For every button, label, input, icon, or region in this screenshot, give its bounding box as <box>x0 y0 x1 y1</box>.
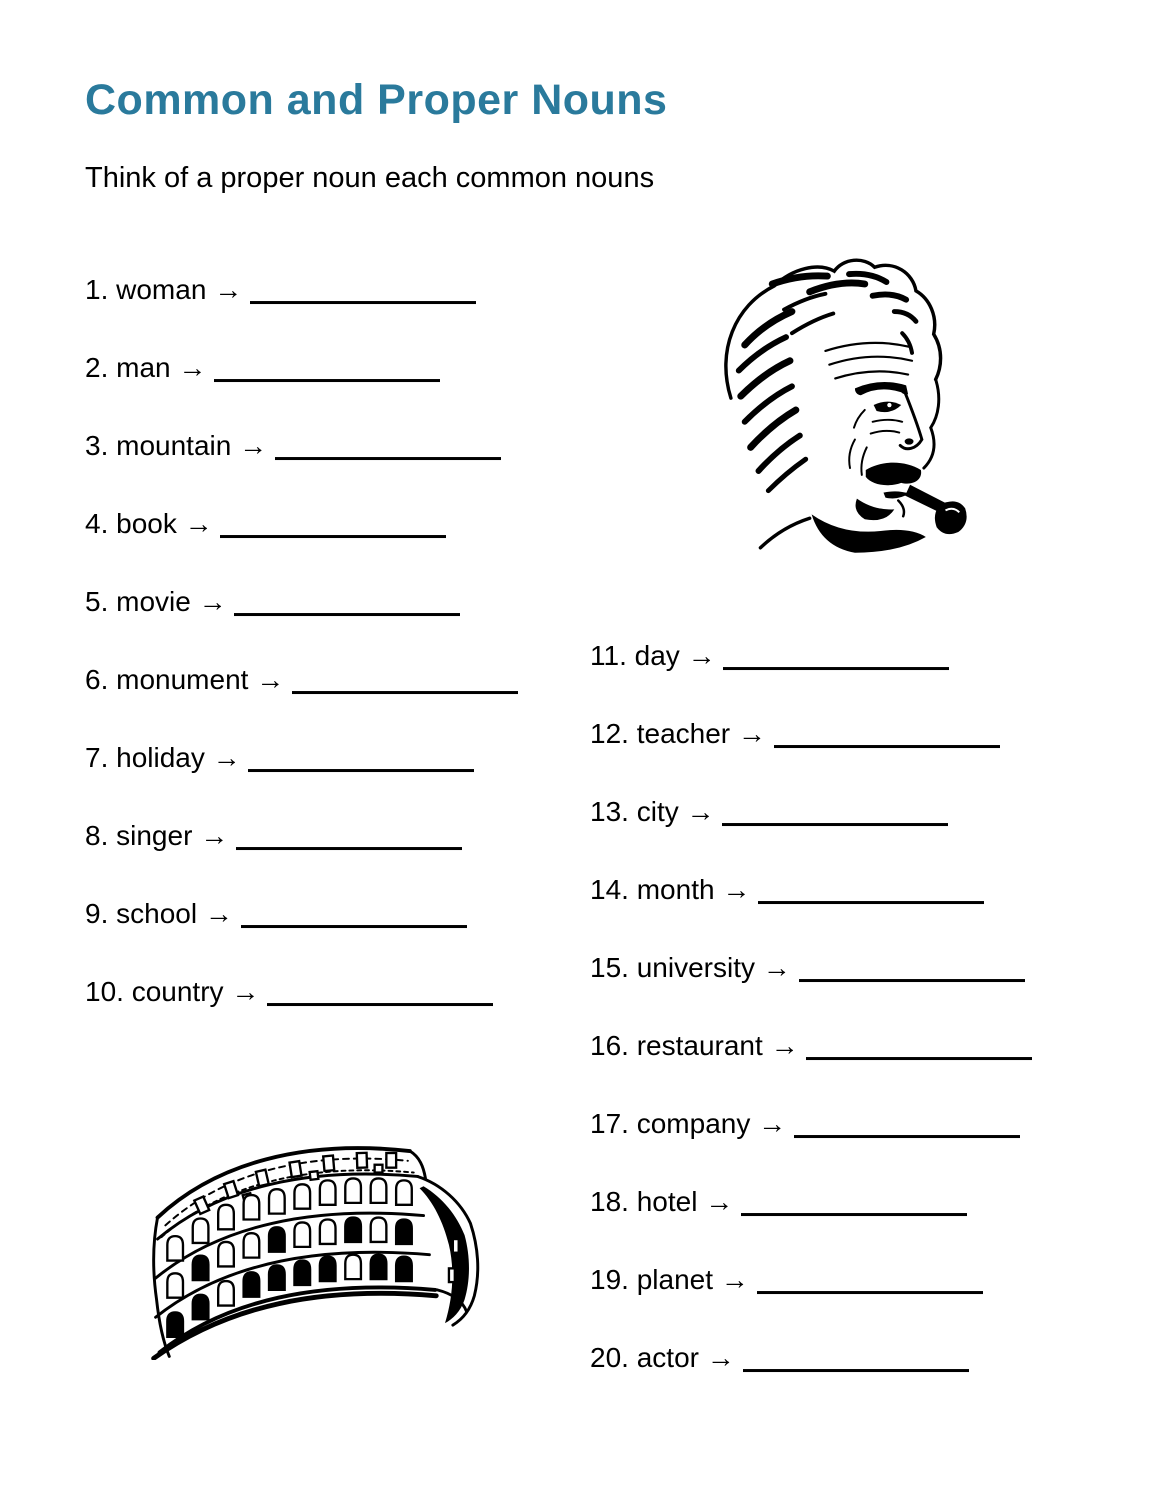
arrow-glyph: → <box>706 1342 735 1373</box>
einstein-features <box>812 382 926 553</box>
item-number: 9. <box>85 898 109 929</box>
answer-blank-20[interactable] <box>743 1341 969 1372</box>
arrow-glyph: → <box>200 820 229 851</box>
item-common-noun: man <box>116 352 171 383</box>
item-number: 14. <box>590 874 629 905</box>
answer-blank-15[interactable] <box>799 951 1025 982</box>
item-common-noun: school <box>116 898 198 929</box>
answer-blank-8[interactable] <box>236 819 462 850</box>
answer-blank-6[interactable] <box>292 663 518 694</box>
item-common-noun: mountain <box>116 430 232 461</box>
item-number: 13. <box>590 796 629 827</box>
item-number: 7. <box>85 742 109 773</box>
item-common-noun: restaurant <box>636 1030 763 1061</box>
noun-item-13 <box>590 773 1032 851</box>
item-common-noun: city <box>636 796 679 827</box>
arrow-glyph: → <box>178 352 207 383</box>
noun-item-2 <box>85 329 518 407</box>
answer-blank-1[interactable] <box>250 273 476 304</box>
item-number: 4. <box>85 508 109 539</box>
item-number: 8. <box>85 820 109 851</box>
item-number: 15. <box>590 952 629 983</box>
noun-item-19 <box>590 1241 1032 1319</box>
answer-blank-17[interactable] <box>794 1107 1020 1138</box>
answer-blank-7[interactable] <box>248 741 474 772</box>
item-common-noun: company <box>636 1108 751 1139</box>
item-common-noun: book <box>116 508 177 539</box>
colosseum-illustration <box>138 1122 490 1360</box>
noun-item-4 <box>85 485 518 563</box>
noun-item-15 <box>590 929 1032 1007</box>
item-number: 20. <box>590 1342 629 1373</box>
item-number: 12. <box>590 718 629 749</box>
arrow-glyph: → <box>762 952 791 983</box>
noun-list-left <box>85 251 518 1031</box>
answer-blank-10[interactable] <box>267 975 493 1006</box>
item-number: 2. <box>85 352 109 383</box>
item-number: 6. <box>85 664 109 695</box>
noun-item-1 <box>85 251 518 329</box>
arrow-glyph: → <box>722 874 751 905</box>
noun-item-7 <box>85 719 518 797</box>
arrow-glyph: → <box>758 1108 787 1139</box>
answer-blank-2[interactable] <box>214 351 440 382</box>
noun-item-16 <box>590 1007 1032 1085</box>
item-common-noun: country <box>131 976 224 1007</box>
answer-blank-3[interactable] <box>275 429 501 460</box>
arrow-glyph: → <box>770 1030 799 1061</box>
item-number: 10. <box>85 976 124 1007</box>
item-common-noun: movie <box>116 586 191 617</box>
noun-item-8 <box>85 797 518 875</box>
item-number: 11. <box>590 640 627 671</box>
arrow-glyph: → <box>198 586 227 617</box>
item-common-noun: hotel <box>636 1186 698 1217</box>
answer-blank-13[interactable] <box>722 795 948 826</box>
noun-item-20 <box>590 1319 1032 1397</box>
einstein-mustache <box>866 463 921 486</box>
answer-blank-14[interactable] <box>758 873 984 904</box>
instructions-text: Think of a proper noun each common nouns <box>85 162 655 194</box>
answer-blank-19[interactable] <box>757 1263 983 1294</box>
item-common-noun: day <box>634 640 680 671</box>
noun-item-6 <box>85 641 518 719</box>
arrow-glyph: → <box>720 1264 749 1295</box>
item-common-noun: actor <box>636 1342 699 1373</box>
item-number: 5. <box>85 586 109 617</box>
answer-blank-12[interactable] <box>774 717 1000 748</box>
noun-item-9 <box>85 875 518 953</box>
noun-item-17 <box>590 1085 1032 1163</box>
noun-item-5 <box>85 563 518 641</box>
colosseum-far-wall <box>418 1176 478 1325</box>
arrow-glyph: → <box>212 742 241 773</box>
arrow-glyph: → <box>204 898 233 929</box>
arrow-glyph: → <box>214 274 243 305</box>
item-number: 3. <box>85 430 109 461</box>
answer-blank-11[interactable] <box>723 639 949 670</box>
answer-blank-5[interactable] <box>234 585 460 616</box>
noun-item-12 <box>590 695 1032 773</box>
arrow-glyph: → <box>239 430 268 461</box>
item-common-noun: singer <box>116 820 193 851</box>
noun-item-10 <box>85 953 518 1031</box>
arrow-glyph: → <box>256 664 285 695</box>
arrow-glyph: → <box>705 1186 734 1217</box>
item-number: 18. <box>590 1186 629 1217</box>
item-number: 16. <box>590 1030 629 1061</box>
item-common-noun: university <box>636 952 755 983</box>
item-common-noun: holiday <box>116 742 205 773</box>
item-common-noun: month <box>636 874 715 905</box>
noun-list-right <box>590 617 1032 1397</box>
answer-blank-16[interactable] <box>806 1029 1032 1060</box>
arrow-glyph: → <box>737 718 766 749</box>
item-common-noun: monument <box>116 664 249 695</box>
noun-item-3 <box>85 407 518 485</box>
noun-item-18 <box>590 1163 1032 1241</box>
arrow-glyph: → <box>686 796 715 827</box>
item-common-noun: woman <box>116 274 207 305</box>
noun-item-14 <box>590 851 1032 929</box>
colosseum-outline <box>154 1148 437 1358</box>
item-number: 17. <box>590 1108 629 1139</box>
arrow-glyph: → <box>184 508 213 539</box>
answer-blank-4[interactable] <box>220 507 446 538</box>
page-title: Common and Proper Nouns <box>85 76 668 124</box>
item-number: 1. <box>85 274 109 305</box>
noun-item-11 <box>590 617 1032 695</box>
arrow-glyph: → <box>231 976 260 1007</box>
item-common-noun: planet <box>636 1264 714 1295</box>
answer-blank-9[interactable] <box>241 897 467 928</box>
arrow-glyph: → <box>687 640 716 671</box>
einstein-pipe <box>905 485 966 534</box>
einstein-portrait-illustration <box>662 248 977 568</box>
item-common-noun: teacher <box>636 718 731 749</box>
einstein-collar <box>812 514 926 552</box>
item-number: 19. <box>590 1264 629 1295</box>
answer-blank-18[interactable] <box>741 1185 967 1216</box>
